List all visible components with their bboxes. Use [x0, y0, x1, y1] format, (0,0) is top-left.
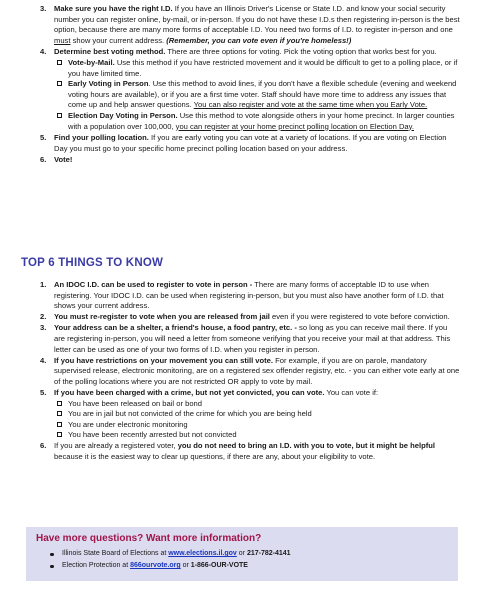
thing-text: because it is the easiest way to clear up questions, if there are any, about your eligibility to vote. — [54, 452, 376, 461]
checkbox-icon — [57, 432, 62, 437]
checkbox-icon — [57, 81, 62, 86]
option-lead: Early Voting in Person — [68, 79, 149, 89]
option-underline: you can register at your home precinct polling location on Election Day. — [175, 121, 415, 131]
step-number: 4. — [40, 47, 47, 57]
contact-phone: 1-866-OUR-VOTE — [190, 562, 248, 569]
option-vote-by-mail — [54, 58, 460, 79]
step-4 — [40, 47, 460, 132]
check-text: You have been released on bail or bond — [68, 398, 202, 408]
check-text: You have been recently arrested but not convicted — [68, 430, 237, 440]
checkbox-icon — [57, 113, 62, 118]
contact-sep: or — [180, 562, 191, 569]
step-lead: Find your polling location. — [54, 133, 149, 143]
thing-text: For example, if you are on parole, mandatory supervised release, electronic monitoring, are on a registered sex offender registry, etc. - you can either vote early at one of the polling locations where you are not restricted OR apply to vote by mail. — [54, 355, 460, 386]
step-number: 3. — [40, 4, 47, 13]
thing-2 — [40, 312, 460, 323]
step-lead: Make sure you have the right I.D. — [54, 4, 173, 13]
check-item — [54, 409, 460, 420]
thing-number: 5. — [40, 387, 47, 397]
thing-number: 1. — [40, 280, 47, 289]
check-item — [54, 399, 460, 410]
step-5 — [40, 133, 460, 154]
step-note: (Remember, you can vote even if you're homeless!) — [166, 35, 352, 45]
thing-lead: Your address can be a shelter, a friend's house, a food pantry, etc. - — [54, 323, 297, 333]
thing-number: 3. — [40, 323, 47, 333]
option-underline: You can also register and vote at the same time when you Early Vote. — [193, 100, 428, 110]
step-text: There are three options for voting. Pick the voting option that works best for you. — [165, 47, 437, 57]
contact-phone: 217-782-4141 — [246, 550, 291, 557]
bullet-icon — [50, 565, 54, 569]
step-text: If you have an Illinois Driver's License or State I.D. and know your social security number you can register online, by-mail, or in-person. If you do not have these I.D.s then registering in-person is the best option, because there are many more forms of acceptable I.D. You need two forms of I.D. to register in-person and one — [54, 4, 460, 35]
option-election-day — [54, 111, 460, 132]
checkbox-icon — [57, 411, 62, 416]
thing-lead: You must re-register to vote when you are released from jail — [54, 312, 270, 322]
step-emphasis: must — [54, 35, 71, 45]
checkbox-icon — [57, 422, 62, 427]
step-lead: Vote! — [54, 155, 73, 165]
elections-link[interactable]: www.elections.il.gov — [168, 550, 237, 557]
contact-label: Illinois State Board of Elections at — [62, 550, 169, 557]
check-text: You are under electronic monitoring — [68, 419, 188, 429]
eligibility-checklist — [54, 399, 460, 441]
thing-3 — [40, 323, 460, 355]
election-protection-link[interactable]: 866ourvote.org — [130, 562, 181, 569]
thing-5 — [40, 388, 460, 441]
thing-1 — [40, 280, 460, 312]
step-number: 5. — [40, 133, 47, 143]
checkbox-icon — [57, 60, 62, 65]
thing-text: You can vote if: — [324, 387, 379, 397]
checkbox-icon — [57, 401, 62, 406]
thing-lead: If you have restrictions on your movement you can still vote. — [54, 355, 274, 365]
contact-sep: or — [236, 550, 247, 557]
steps-list — [40, 4, 460, 167]
more-info-box — [26, 527, 458, 581]
option-text: . Use this method to avoid lines, if you don't have a flexible schedule (evening and weekend voting hours are available), or if you are a first time voter. Staff should have more time to address any issues that come up and help answer questions. — [68, 79, 457, 110]
thing-number: 6. — [40, 441, 47, 451]
check-item — [54, 420, 460, 431]
thing-number: 4. — [40, 355, 47, 365]
thing-6 — [40, 441, 460, 462]
step-number: 6. — [40, 155, 47, 165]
option-early-voting — [54, 79, 460, 111]
voting-options-list — [54, 58, 460, 132]
thing-lead-pre: If you are already a registered voter, — [54, 441, 178, 451]
thing-4 — [40, 356, 460, 388]
step-6 — [40, 155, 460, 166]
option-lead: Election Day Voting in Person. — [68, 110, 178, 120]
option-lead: Vote-by-Mail. — [68, 57, 115, 67]
option-text: Use this method if you have restricted movement and it would be difficult to get to a polling place, or if you have limited time. — [68, 57, 458, 78]
thing-lead: you do not need to bring an I.D. with you to vote, but it might be helpful — [177, 441, 436, 451]
step-lead: Determine best voting method. — [54, 47, 166, 57]
step-text: If you are early voting you can vote at a variety of locations. If you are voting on Election Day you must go to your specific home precinct polling location based on your address. — [54, 133, 447, 153]
thing-text: even if you were registered to vote before conviction. — [269, 312, 450, 322]
thing-text: so long as you can receive mail there. If you are registering in-person, you will need a letter from someone verifying that you receive your mail at that address. This letter can be used as one of your two forms of I.D. when you register in person. — [54, 323, 451, 354]
more-info-title: Have more questions? Want more information? — [36, 533, 262, 544]
check-text: You are in jail but not convicted of the crime for which you are being held — [68, 409, 312, 419]
thing-number: 2. — [40, 312, 47, 322]
step-3 — [40, 4, 460, 46]
thing-lead: If you have been charged with a crime, but not yet convicted, you can vote. — [54, 387, 325, 397]
thing-lead: An IDOC I.D. can be used to register to vote in person - — [54, 280, 253, 289]
things-list — [40, 280, 460, 463]
check-item — [54, 430, 460, 441]
thing-text: There are many forms of acceptable ID to use when registering. Your IDOC I.D. can be used when registering in-person, but you must also have another form of I.D. that shows your current address. — [54, 280, 444, 311]
contact-label: Election Protection at — [62, 562, 131, 569]
contact-item — [48, 560, 291, 572]
option-text: Use this method to vote alongside others in your home precinct. In larger counties with a population over 100,000, — [68, 110, 455, 131]
bullet-icon — [50, 553, 54, 557]
contact-item — [48, 548, 291, 560]
section-heading: TOP 6 THINGS TO KNOW — [21, 257, 164, 269]
contact-list — [48, 548, 291, 572]
step-text-2: show your current address. — [70, 35, 167, 45]
